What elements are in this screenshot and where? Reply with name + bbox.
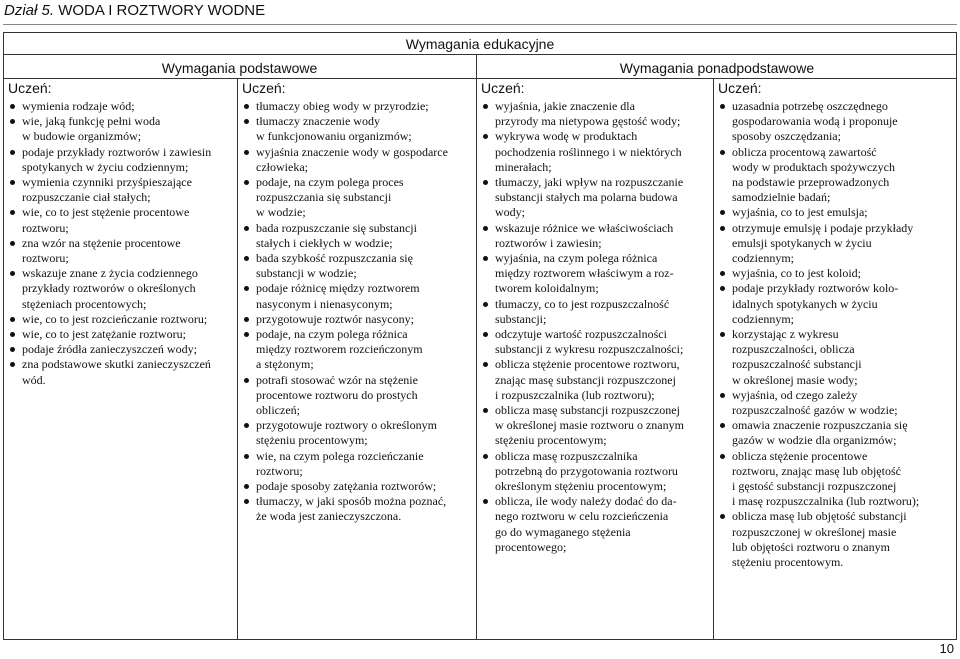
list-item: odczytuje wartość rozpuszczalności substancji z wykresu rozpuszczalności; <box>481 327 711 357</box>
list-item: wyjaśnia, co to jest koloid; <box>718 266 955 281</box>
list-item: oblicza masę lub objętość substancji rozpuszczonej w określonej masie lub objętości roztworu o znanym stężeniu procentowym. <box>718 509 955 570</box>
requirements-list <box>718 99 955 570</box>
list-item: podaje przykłady roztworów i zawiesin spotykanych w życiu codziennym; <box>8 145 235 175</box>
list-item: tłumaczy, w jaki sposób można poznać, że woda jest zanieczyszczona. <box>242 494 474 524</box>
list-item: wie, co to jest zatężanie roztworu; <box>8 327 235 342</box>
section-label: Dział 5. <box>4 2 55 19</box>
list-item: wyjaśnia, jakie znaczenie dla przyrody ma nietypowa gęstość wody; <box>481 99 711 129</box>
page-header <box>4 2 265 19</box>
list-item: wie, jaką funkcję pełni woda w budowie organizmów; <box>8 114 235 144</box>
list-item: przygotowuje roztwory o określonym stężeniu procentowym; <box>242 418 474 448</box>
list-item: tłumaczy znaczenie wody w funkcjonowaniu organizmów; <box>242 114 474 144</box>
column-heading: Uczeń: <box>718 80 762 96</box>
list-item: bada rozpuszczanie się substancji stałych i ciekłych w wodzie; <box>242 221 474 251</box>
list-item: wyjaśnia znaczenie wody w gospodarce człowieka; <box>242 145 474 175</box>
column-advanced-2 <box>714 80 957 570</box>
header-rule <box>3 24 957 25</box>
list-item: wie, co to jest rozcieńczanie roztworu; <box>8 312 235 327</box>
list-item: tłumaczy, co to jest rozpuszczalność substancji; <box>481 297 711 327</box>
list-item: otrzymuje emulsję i podaje przykłady emulsji spotykanych w życiu codziennym; <box>718 221 955 267</box>
table-title: Wymagania edukacyjne <box>405 36 555 52</box>
list-item: zna podstawowe skutki zanieczyszczeń wód. <box>8 357 235 387</box>
list-item: omawia znaczenie rozpuszczania się gazów w wodzie dla organizmów; <box>718 418 955 448</box>
column-heading: Uczeń: <box>8 80 52 96</box>
list-item: tłumaczy obieg wody w przyrodzie; <box>242 99 474 114</box>
column-heading: Uczeń: <box>481 80 525 96</box>
list-item: podaje, na czym polega proces rozpuszczania się substancji w wodzie; <box>242 175 474 221</box>
table-divider <box>3 78 957 79</box>
list-item: uzasadnia potrzebę oszczędnego gospodarowania wodą i proponuje sposoby oszczędzania; <box>718 99 955 145</box>
page-number: 10 <box>939 641 954 656</box>
list-item: bada szybkość rozpuszczania się substancji w wodzie; <box>242 251 474 281</box>
list-item: podaje sposoby zatężania roztworów; <box>242 479 474 494</box>
list-item: wie, na czym polega rozcieńczanie roztworu; <box>242 449 474 479</box>
list-item: przygotowuje roztwór nasycony; <box>242 312 474 327</box>
requirements-list <box>242 99 474 525</box>
list-item: wyjaśnia, na czym polega różnica między roztworem właściwym a roz- tworem koloidalnym; <box>481 251 711 297</box>
list-item: oblicza stężenie procentowe roztworu, znając masę lub objętość i gęstość substancji rozpuszczonej i masę rozpuszczalnika (lub roztworu); <box>718 449 955 510</box>
table-divider <box>3 54 957 55</box>
list-item: oblicza masę substancji rozpuszczonej w określonej masie roztworu o znanym stężeniu procentowym; <box>481 403 711 449</box>
list-item: zna wzór na stężenie procentowe roztworu; <box>8 236 235 266</box>
list-item: oblicza stężenie procentowe roztworu, znając masę substancji rozpuszczonej i rozpuszczalnika (lub roztworu); <box>481 357 711 403</box>
list-item: podaje, na czym polega różnica między roztworem rozcieńczonym a stężonym; <box>242 327 474 373</box>
list-item: podaje przykłady roztworów kolo- idalnych spotykanych w życiu codziennym; <box>718 281 955 327</box>
list-item: wymienia rodzaje wód; <box>8 99 235 114</box>
advanced-requirements-header: Wymagania ponadpodstawowe <box>619 60 815 76</box>
requirements-list <box>481 99 711 555</box>
list-item: wyjaśnia, od czego zależy rozpuszczalność gazów w wodzie; <box>718 388 955 418</box>
list-item: wykrywa wodę w produktach pochodzenia roślinnego i w niektórych minerałach; <box>481 129 711 175</box>
list-item: wskazuje znane z życia codziennego przykłady roztworów o określonych stężeniach procentowych; <box>8 266 235 312</box>
column-basic-1 <box>4 80 237 388</box>
list-item: potrafi stosować wzór na stężenie procentowe roztworu do prostych obliczeń; <box>242 373 474 419</box>
list-item: korzystając z wykresu rozpuszczalności, oblicza rozpuszczalność substancji w określonej masie wody; <box>718 327 955 388</box>
list-item: podaje różnicę między roztworem nasyconym i nienasyconym; <box>242 281 474 311</box>
list-item: oblicza, ile wody należy dodać do da- nego roztworu w celu rozcieńczenia go do wymaganego stężenia procentowego; <box>481 494 711 555</box>
requirements-list <box>8 99 235 388</box>
list-item: podaje źródła zanieczyszczeń wody; <box>8 342 235 357</box>
basic-requirements-header: Wymagania podstawowe <box>161 60 318 76</box>
list-item: oblicza masę rozpuszczalnika potrzebną do przygotowania roztworu określonym stężeniu procentowym; <box>481 449 711 495</box>
list-item: oblicza procentową zawartość wody w produktach spożywczych na podstawie przeprowadzonych samodzielnie badań; <box>718 145 955 206</box>
list-item: wymienia czynniki przyśpieszające rozpuszczanie ciał stałych; <box>8 175 235 205</box>
list-item: tłumaczy, jaki wpływ na rozpuszczanie substancji stałych ma polarna budowa wody; <box>481 175 711 221</box>
column-advanced-1 <box>477 80 713 555</box>
column-basic-2 <box>238 80 476 525</box>
list-item: wyjaśnia, co to jest emulsja; <box>718 205 955 220</box>
list-item: wie, co to jest stężenie procentowe roztworu; <box>8 205 235 235</box>
column-heading: Uczeń: <box>242 80 286 96</box>
list-item: wskazuje różnice we właściwościach roztworów i zawiesin; <box>481 221 711 251</box>
section-title: WODA I ROZTWORY WODNE <box>58 2 266 19</box>
